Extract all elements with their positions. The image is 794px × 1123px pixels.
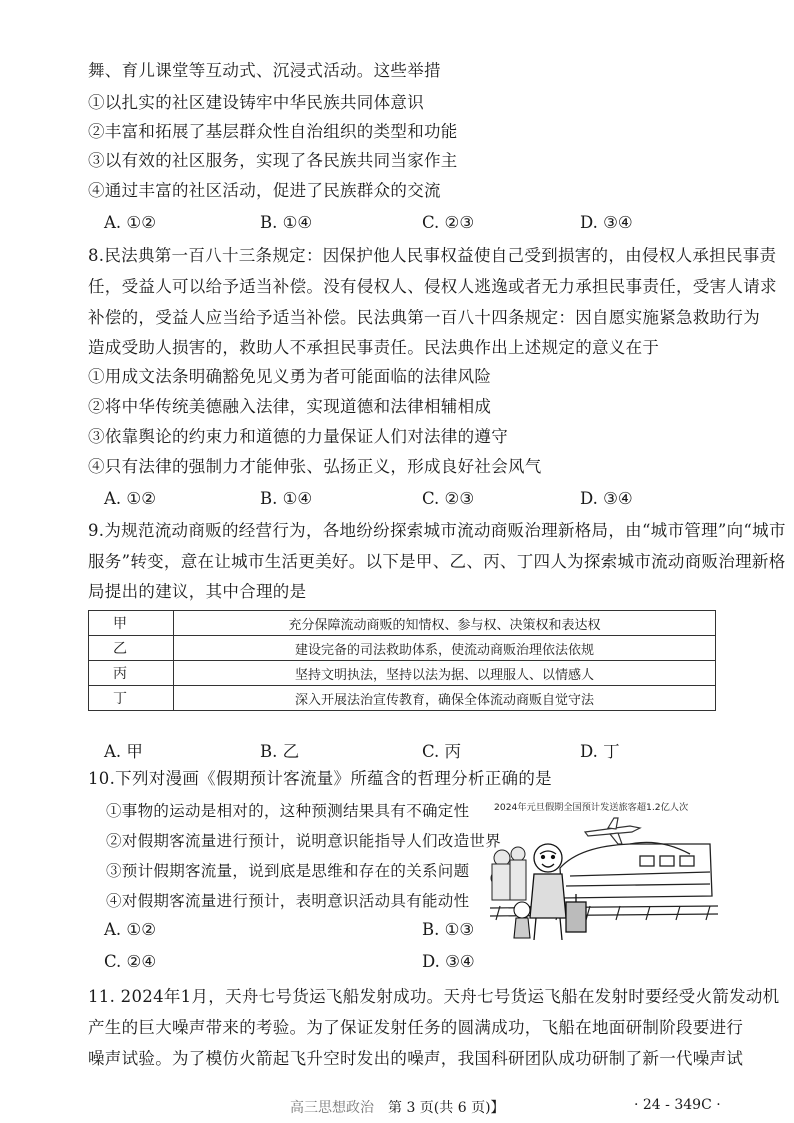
- q8-item-4: ④只有法律的强制力才能伸张、弘扬正义，形成良好社会风气: [88, 457, 542, 476]
- q9-option-a: A. 甲: [104, 742, 143, 761]
- q8-stem-line-4: 造成受助人损害的，救助人不承担民事责任。民法典作出上述规定的意义在于: [88, 338, 660, 357]
- q10-item-3: ③预计假期客流量，说到底是思维和存在的关系问题: [106, 862, 470, 880]
- q10-option-a: A. ①②: [104, 920, 156, 939]
- q10-item-2: ②对假期客流量进行预计，说明意识能指导人们改造世界: [106, 832, 502, 850]
- table-row: [89, 636, 716, 661]
- q7-option-b: B. ①④: [260, 213, 313, 232]
- cartoon-caption: 2024年元旦假期全国预计发送旅客超1.2亿人次: [494, 802, 689, 813]
- q8-option-a: A. ①②: [104, 489, 156, 508]
- q10-stem: 10.下列对漫画《假期预计客流量》所蕴含的哲理分析正确的是: [88, 769, 552, 788]
- q9-stem-line-1: 9.为规范流动商贩的经营行为，各地纷纷探索城市流动商贩治理新格局，由“城市管理”向“城市: [88, 521, 786, 540]
- q11-stem-line-1: 11. 2024年1月，天舟七号货运飞船发射成功。天舟七号货运飞船在发射时要经受火箭发动机: [88, 987, 780, 1006]
- table-cell-person: 乙: [89, 636, 174, 661]
- table-cell-proposal: 坚持文明执法，坚持以法为据、以理服人、以情感人: [174, 661, 716, 686]
- q8-item-1: ①用成文法条明确豁免见义勇为者可能面临的法律风险: [88, 367, 492, 386]
- q10-option-d: D. ③④: [422, 952, 475, 971]
- q7-item-4: ④通过丰富的社区活动，促进了民族群众的交流: [88, 181, 441, 200]
- cartoon-illustration: [490, 798, 718, 948]
- table-cell-proposal: 建设完备的司法救助体系，使流动商贩治理依法依规: [174, 636, 716, 661]
- q7-item-3: ③以有效的社区服务，实现了各民族共同当家作主: [88, 151, 458, 170]
- q9-stem-line-3: 局提出的建议，其中合理的是: [88, 582, 307, 601]
- q7-option-d: D. ③④: [580, 213, 633, 232]
- q8-options: [104, 489, 744, 511]
- q7-stem-line: 舞、育儿课堂等互动式、沉浸式活动。这些举措: [88, 61, 441, 80]
- footer-subject: 高三思想政治: [290, 1100, 374, 1116]
- cartoon-train-travelers-icon: [490, 798, 718, 948]
- q9-option-c: C. 丙: [422, 742, 462, 761]
- q11-stem-line-3: 噪声试验。为了模仿火箭起飞升空时发出的噪声，我国科研团队成功研制了新一代噪声试: [88, 1049, 744, 1068]
- q7-item-2: ②丰富和拓展了基层群众性自治组织的类型和功能: [88, 122, 458, 141]
- q9-option-b: B. 乙: [260, 742, 300, 761]
- table-cell-person: 丙: [89, 661, 174, 686]
- q10-option-c: C. ②④: [104, 952, 157, 971]
- footer-code: · 24 - 349C ·: [634, 1097, 721, 1113]
- q8-option-c: C. ②③: [422, 489, 475, 508]
- table-cell-proposal: 充分保障流动商贩的知情权、参与权、决策权和表达权: [174, 611, 716, 636]
- q9-proposal-table: [88, 610, 716, 711]
- q7-item-1: ①以扎实的社区建设铸牢中华民族共同体意识: [88, 93, 424, 112]
- q8-item-2: ②将中华传统美德融入法律，实现道德和法律相辅相成: [88, 397, 492, 416]
- table-row: [89, 611, 716, 636]
- q8-stem-line-2: 任，受益人可以给予适当补偿。没有侵权人、侵权人逃逸或者无力承担民事责任，受害人请求: [88, 277, 777, 296]
- footer-page-number: 第 3 页(共 6 页)】: [388, 1100, 505, 1116]
- q7-option-a: A. ①②: [104, 213, 156, 232]
- q8-option-b: B. ①④: [260, 489, 313, 508]
- q8-option-d: D. ③④: [580, 489, 633, 508]
- table-cell-person: 甲: [89, 611, 174, 636]
- table-row: [89, 661, 716, 686]
- q9-option-d: D. 丁: [580, 742, 620, 761]
- q9-stem-line-2: 服务”转变，意在让城市生活更美好。以下是甲、乙、丙、丁四人为探索城市流动商贩治理新格: [88, 552, 786, 571]
- table-row: [89, 686, 716, 711]
- q8-stem-line-3: 补偿的，受益人应当给予适当补偿。民法典第一百八十四条规定：因自愿实施紧急救助行为: [88, 308, 760, 327]
- q8-stem-line-1: 8.民法典第一百八十三条规定：因保护他人民事权益使自己受到损害的，由侵权人承担民事责: [88, 246, 777, 265]
- q9-options: [104, 738, 744, 760]
- q7-option-c: C. ②③: [422, 213, 475, 232]
- q11-stem-line-2: 产生的巨大噪声带来的考验。为了保证发射任务的圆满成功，飞船在地面研制阶段要进行: [88, 1018, 744, 1037]
- q8-item-3: ③依靠舆论的约束力和道德的力量保证人们对法律的遵守: [88, 427, 508, 446]
- table-cell-proposal: 深入开展法治宣传教育，确保全体流动商贩自觉守法: [174, 686, 716, 711]
- table-cell-person: 丁: [89, 686, 174, 711]
- q10-item-4: ④对假期客流量进行预计，表明意识活动具有能动性: [106, 892, 470, 910]
- q7-options: [104, 213, 744, 235]
- q10-option-b: B. ①③: [422, 920, 475, 939]
- q10-options-row-2: [104, 952, 744, 974]
- q10-item-1: ①事物的运动是相对的，这种预测结果具有不确定性: [106, 802, 470, 820]
